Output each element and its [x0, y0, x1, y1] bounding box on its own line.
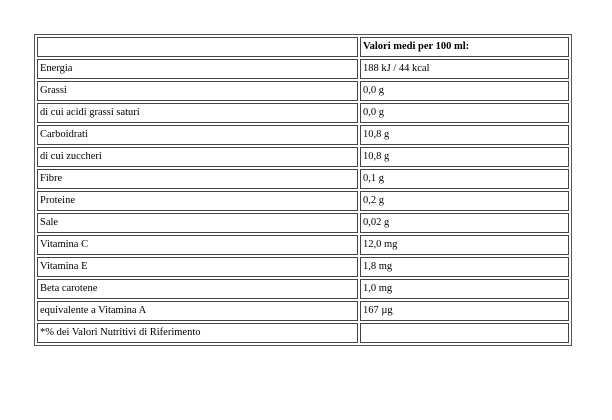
- nutrient-value: 188 kJ / 44 kcal: [360, 59, 569, 79]
- table-row: [37, 125, 569, 145]
- footnote-value: [360, 323, 569, 343]
- nutrient-value: 1,0 mg: [360, 279, 569, 299]
- nutrient-value: 12,0 mg: [360, 235, 569, 255]
- nutrient-label: Vitamina E: [37, 257, 358, 277]
- table-row: [37, 213, 569, 233]
- nutrient-label: Sale: [37, 213, 358, 233]
- table-row: [37, 81, 569, 101]
- table-row: [37, 191, 569, 211]
- nutrient-label: Grassi: [37, 81, 358, 101]
- table-row: [37, 235, 569, 255]
- nutrient-value: 1,8 mg: [360, 257, 569, 277]
- nutrient-label: Proteine: [37, 191, 358, 211]
- nutrient-label: Fibre: [37, 169, 358, 189]
- nutrient-value: 0,02 g: [360, 213, 569, 233]
- footnote-label: *% dei Valori Nutritivi di Riferimento: [37, 323, 358, 343]
- header-label-cell: [37, 37, 358, 57]
- table-header-row: [37, 37, 569, 57]
- nutrient-value: 0,0 g: [360, 103, 569, 123]
- table-row: [37, 301, 569, 321]
- nutrient-value: 0,0 g: [360, 81, 569, 101]
- nutrient-label: di cui acidi grassi saturi: [37, 103, 358, 123]
- nutrient-label: equivalente a Vitamina A: [37, 301, 358, 321]
- table-row: [37, 59, 569, 79]
- table-row: [37, 103, 569, 123]
- nutrient-label: Carboidrati: [37, 125, 358, 145]
- table-row: [37, 169, 569, 189]
- nutrient-value: 167 µg: [360, 301, 569, 321]
- nutrition-table: [34, 34, 572, 346]
- header-value-cell: Valori medi per 100 ml:: [360, 37, 569, 57]
- nutrient-label: di cui zuccheri: [37, 147, 358, 167]
- nutrient-label: Energia: [37, 59, 358, 79]
- nutrient-value: 10,8 g: [360, 147, 569, 167]
- nutrient-label: Beta carotene: [37, 279, 358, 299]
- nutrient-value: 10,8 g: [360, 125, 569, 145]
- nutrient-value: 0,1 g: [360, 169, 569, 189]
- nutrient-value: 0,2 g: [360, 191, 569, 211]
- footnote-row: [37, 323, 569, 343]
- nutrient-label: Vitamina C: [37, 235, 358, 255]
- table-row: [37, 279, 569, 299]
- table-row: [37, 147, 569, 167]
- table-row: [37, 257, 569, 277]
